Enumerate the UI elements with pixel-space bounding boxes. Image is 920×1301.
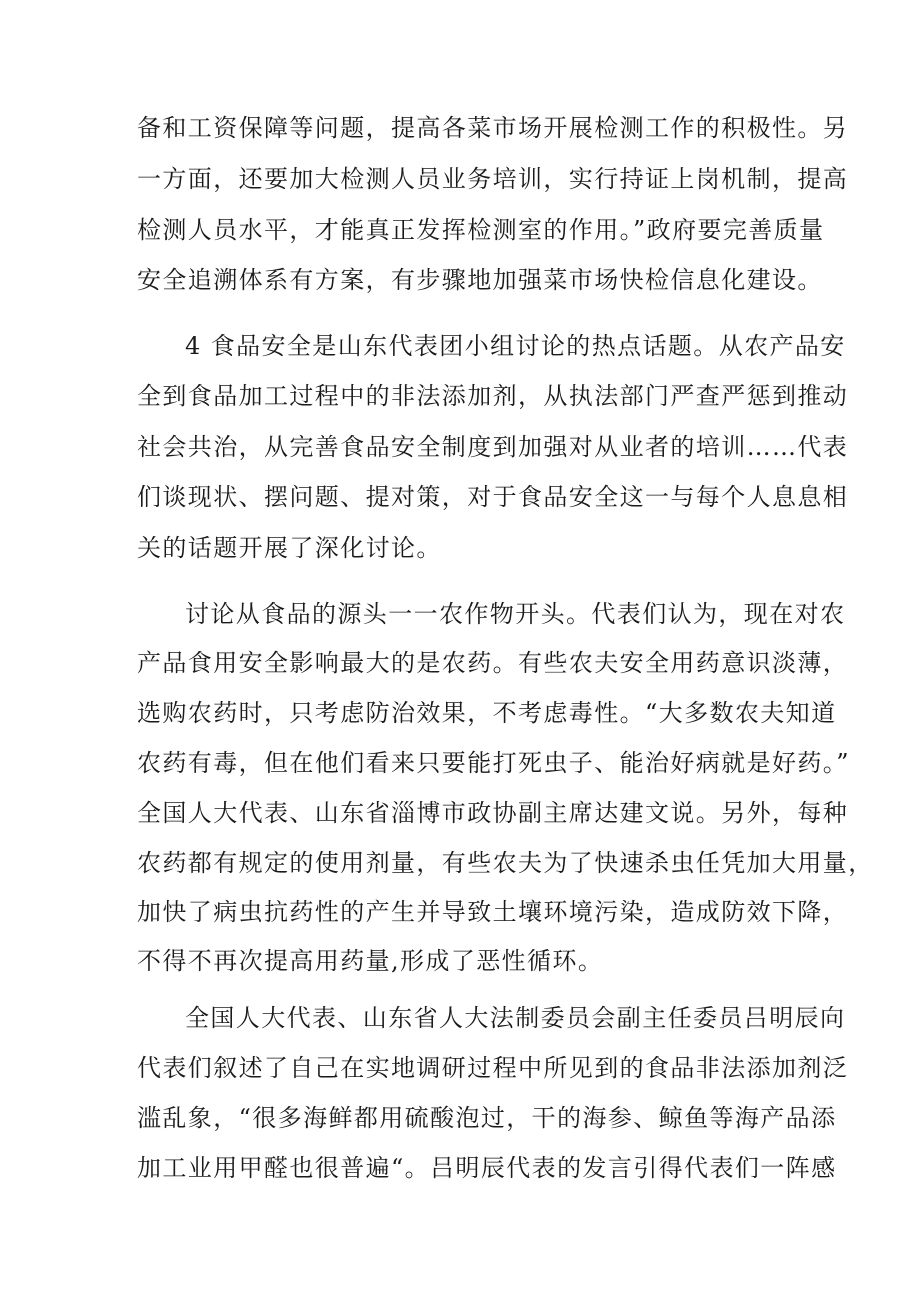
paragraph-3-line-2: 产品食用安全影响最大的是农药。有些农夫安全用药意识淡薄， [137,649,849,677]
paragraph-3-line-6: 农药都有规定的使用剂量，有些农夫为了快速杀虫任凭加大用量， [137,849,874,877]
paragraph-4-line-3: 滥乱象，“很多海鲜都用硫酸泡过，干的海参、鲸鱼等海产品添 [137,1104,837,1132]
paragraph-2-line-1: 4 食品安全是山东代表团小组讨论的热点话题。从农产品安 [185,332,846,360]
paragraph-3-line-5: 全国人大代表、山东省淄博市政协副主席达建文说。另外，每种 [137,799,849,827]
paragraph-3-line-4: 农药有毒，但在他们看来只要能打死虫子、能治好病就是好药。” [137,749,850,777]
paragraph-3-line-3: 选购农药时，只考虑防治效果，不考虑毒性。“大多数农夫知道 [137,699,837,727]
paragraph-4-line-2: 代表们叙述了自己在实地调研过程中所见到的食品非法添加剂泛 [137,1054,849,1082]
paragraph-2-line-5: 关的话题开展了深化讨论。 [137,534,442,562]
paragraph-3-line-8: 不得不再次提高用药量,形成了恶性循环。 [137,947,604,975]
paragraph-2-line-2: 全到食品加工过程中的非法添加剂，从执法部门严查严惩到推动 [137,382,849,410]
paragraph-2-line-4: 们谈现状、摆问题、提对策，对于食品安全这一与每个人息息相 [137,483,849,511]
paragraph-3-line-7: 加快了病虫抗药性的产生并导致土壤环境污染，造成防效下降， [137,898,849,926]
paragraph-4-line-4: 加工业用甲醛也很普遍“。吕明辰代表的发言引得代表们一阵感 [137,1154,837,1182]
paragraph-1-line-4: 安全追溯体系有方案，有步骤地加强菜市场快检信息化建设。 [137,266,823,294]
paragraph-3-line-1: 讨论从食品的源头一一农作物开头。代表们认为，现在对农 [185,600,846,628]
paragraph-1-line-2: 一方面，还要加大检测人员业务培训，实行持证上岗机制，提高 [137,165,849,193]
paragraph-2-line-3: 社会共治，从完善食品安全制度到加强对从业者的培训……代表 [137,433,849,461]
paragraph-4-line-1: 全国人大代表、山东省人大法制委员会副主任委员吕明辰向 [185,1004,846,1032]
paragraph-1-line-3: 检测人员水平，才能真正发挥检测室的作用。”政府要完善质量 [137,216,825,244]
paragraph-1-line-1: 备和工资保障等问题，提高各菜市场开展检测工作的积极性。另 [137,114,849,142]
